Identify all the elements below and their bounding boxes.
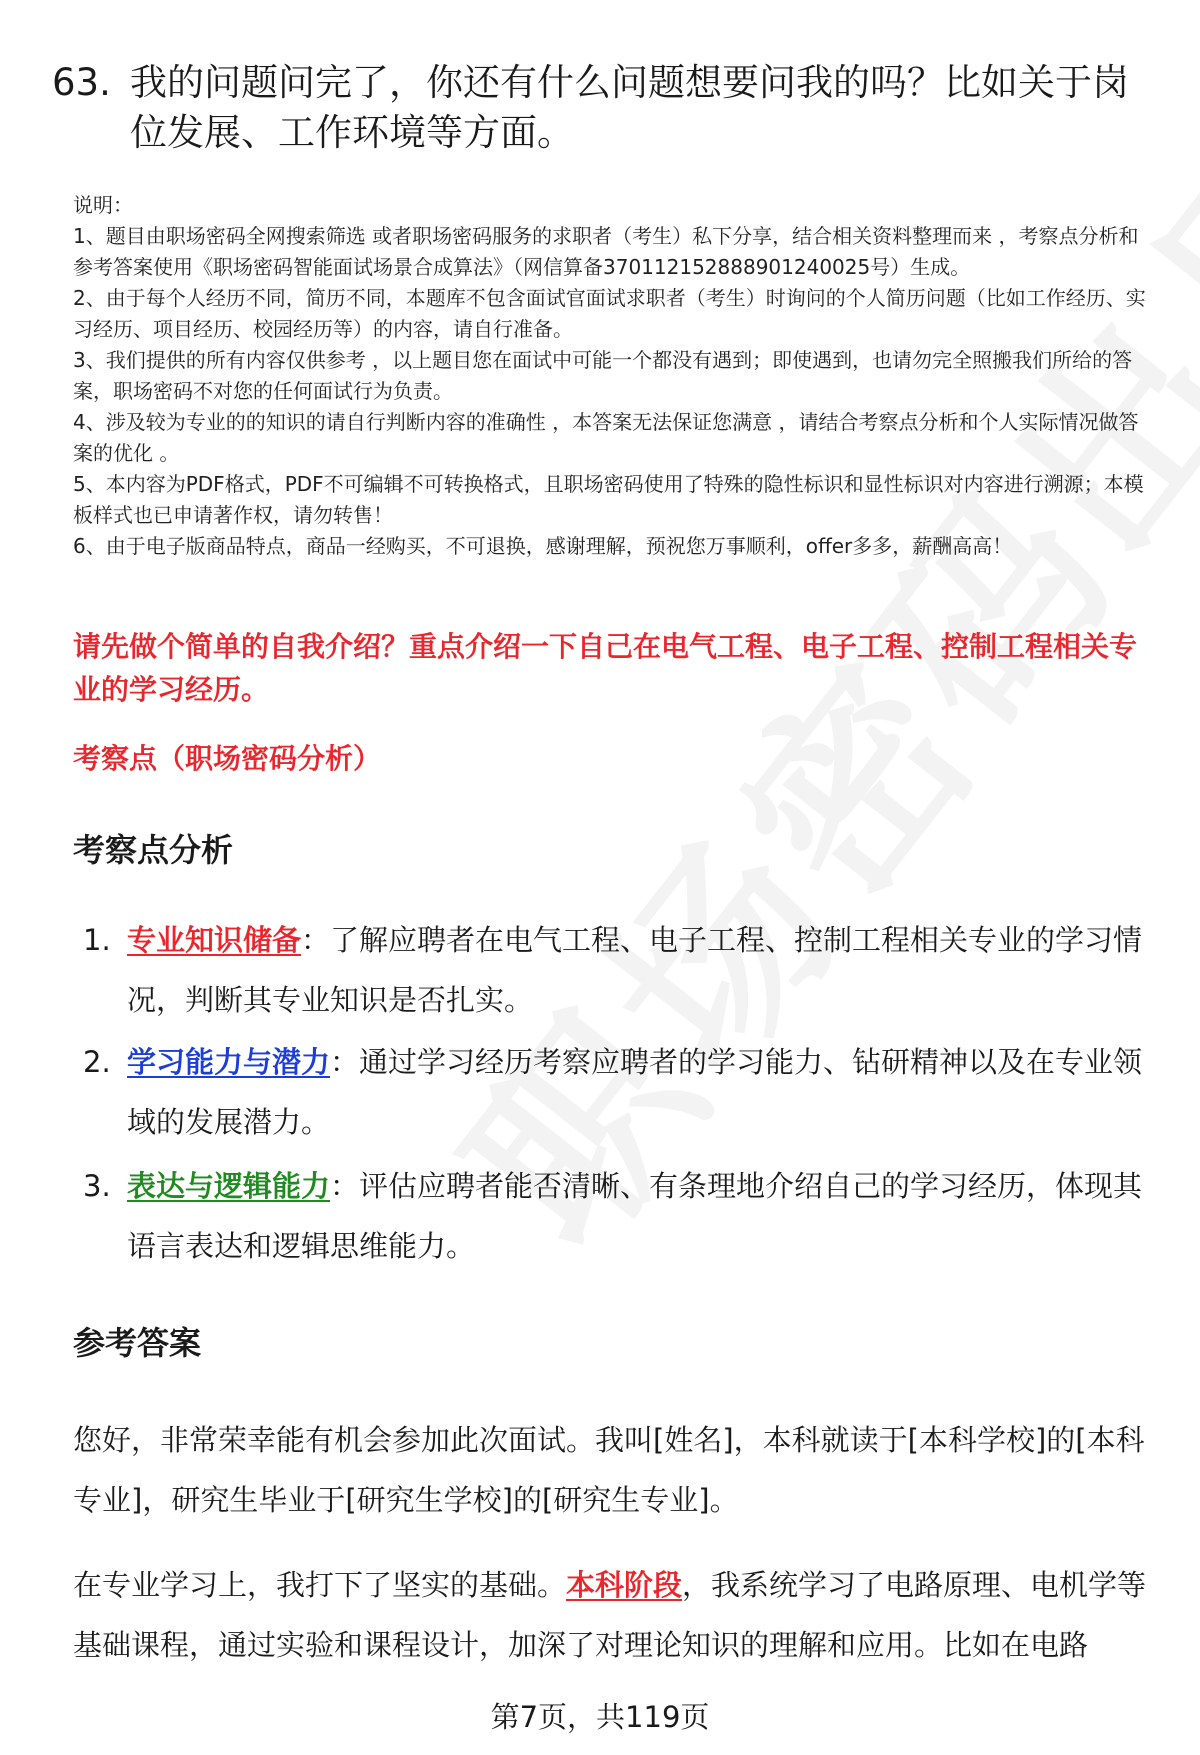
answer-paragraph xyxy=(73,1555,1153,1675)
list-number: 1. xyxy=(83,923,111,957)
note-line: 3、我们提供的所有内容仅供参考 ，以上题目您在面试中可能一个都没有遇到；即使遇到，也请勿完全照搬我们所给的答案，职场密码不对您的任何面试行为负责。 xyxy=(73,348,1133,403)
answer-text: 在专业学习上，我打下了坚实的基础。 xyxy=(73,1568,567,1602)
list-text: ：评估应聘者能否清晰、有条理地介绍自己的学习经历，体现其语言表达和逻辑思维能力。 xyxy=(127,1169,1143,1263)
list-text: ：了解应聘者在电气工程、电子工程、控制工程相关专业的学习情况，判断其专业知识是否扎实。 xyxy=(127,923,1143,1017)
question-title xyxy=(52,58,1152,158)
analysis-label: 考察点（职场密码分析） xyxy=(73,742,382,775)
keyword-expression-logic: 表达与逻辑能力 xyxy=(127,1169,331,1203)
note-line: 1、题目由职场密码全网搜索筛选 或者职场密码服务的求职者（考生）私下分享，结合相关资料整理而来 ，考察点分析和参考答案使用《职场密码智能面试场景合成算法》（网信算备370112152888901240025号）生成。 xyxy=(73,224,1139,279)
note-line: 4、涉及较为专业的的知识的请自行判断内容的准确性 ，本答案无法保证您满意 ，请结合考察点分析和个人实际情况做答案的优化 。 xyxy=(73,410,1139,465)
answer-paragraph: 您好，非常荣幸能有机会参加此次面试。我叫[姓名]，本科就读于[本科学校]的[本科专业]，研究生毕业于[研究生学校]的[研究生专业]。 xyxy=(73,1423,1145,1517)
page-footer: 第7页，共119页 xyxy=(490,1700,710,1734)
answer-heading: 参考答案 xyxy=(73,1324,202,1362)
list-item xyxy=(73,1156,1153,1276)
list-item xyxy=(73,910,1153,1030)
keyword-undergraduate: 本科阶段 xyxy=(566,1568,683,1602)
keyword-learning-ability: 学习能力与潜力 xyxy=(127,1045,331,1079)
note-line: 说明： xyxy=(73,193,133,217)
analysis-heading: 考察点分析 xyxy=(73,831,234,869)
note-line: 5、本内容为PDF格式，PDF不可编辑不可转换格式，且职场密码使用了特殊的隐性标识和显性标识对内容进行溯源；本模板样式也已申请著作权，请勿转售！ xyxy=(73,472,1144,527)
list-item xyxy=(73,1032,1153,1152)
analysis-list xyxy=(73,910,1153,1276)
question-number: 63. xyxy=(52,61,111,104)
list-text: ：通过学习经历考察应聘者的学习能力、钻研精神以及在专业领域的发展潜力。 xyxy=(127,1045,1143,1139)
intro-question: 请先做个简单的自我介绍？重点介绍一下自己在电气工程、电子工程、控制工程相关专业的学习经历。 xyxy=(73,630,1138,706)
note-line: 6、由于电子版商品特点，商品一经购买，不可退换，感谢理解，预祝您万事顺利，offer多多，薪酬高高！ xyxy=(73,534,1013,558)
note-line: 2、由于每个人经历不同，简历不同，本题库不包含面试官面试求职者（考生）时询问的个人简历问题（比如工作经历、实习经历、项目经历、校园经历等）的内容，请自行准备。 xyxy=(73,286,1146,341)
disclaimer-notes xyxy=(73,190,1153,562)
answer-text: ，我系统学习了电路原理、电机学等基础课程，通过实验和课程设计，加深了对理论知识的理解和应用。比如在电路 xyxy=(73,1568,1147,1662)
keyword-professional-knowledge: 专业知识储备 xyxy=(127,923,302,957)
question-text: 我的问题问完了，你还有什么问题想要问我的吗？比如关于岗位发展、工作环境等方面。 xyxy=(130,61,1129,154)
list-number: 2. xyxy=(83,1045,111,1079)
list-number: 3. xyxy=(83,1169,111,1203)
